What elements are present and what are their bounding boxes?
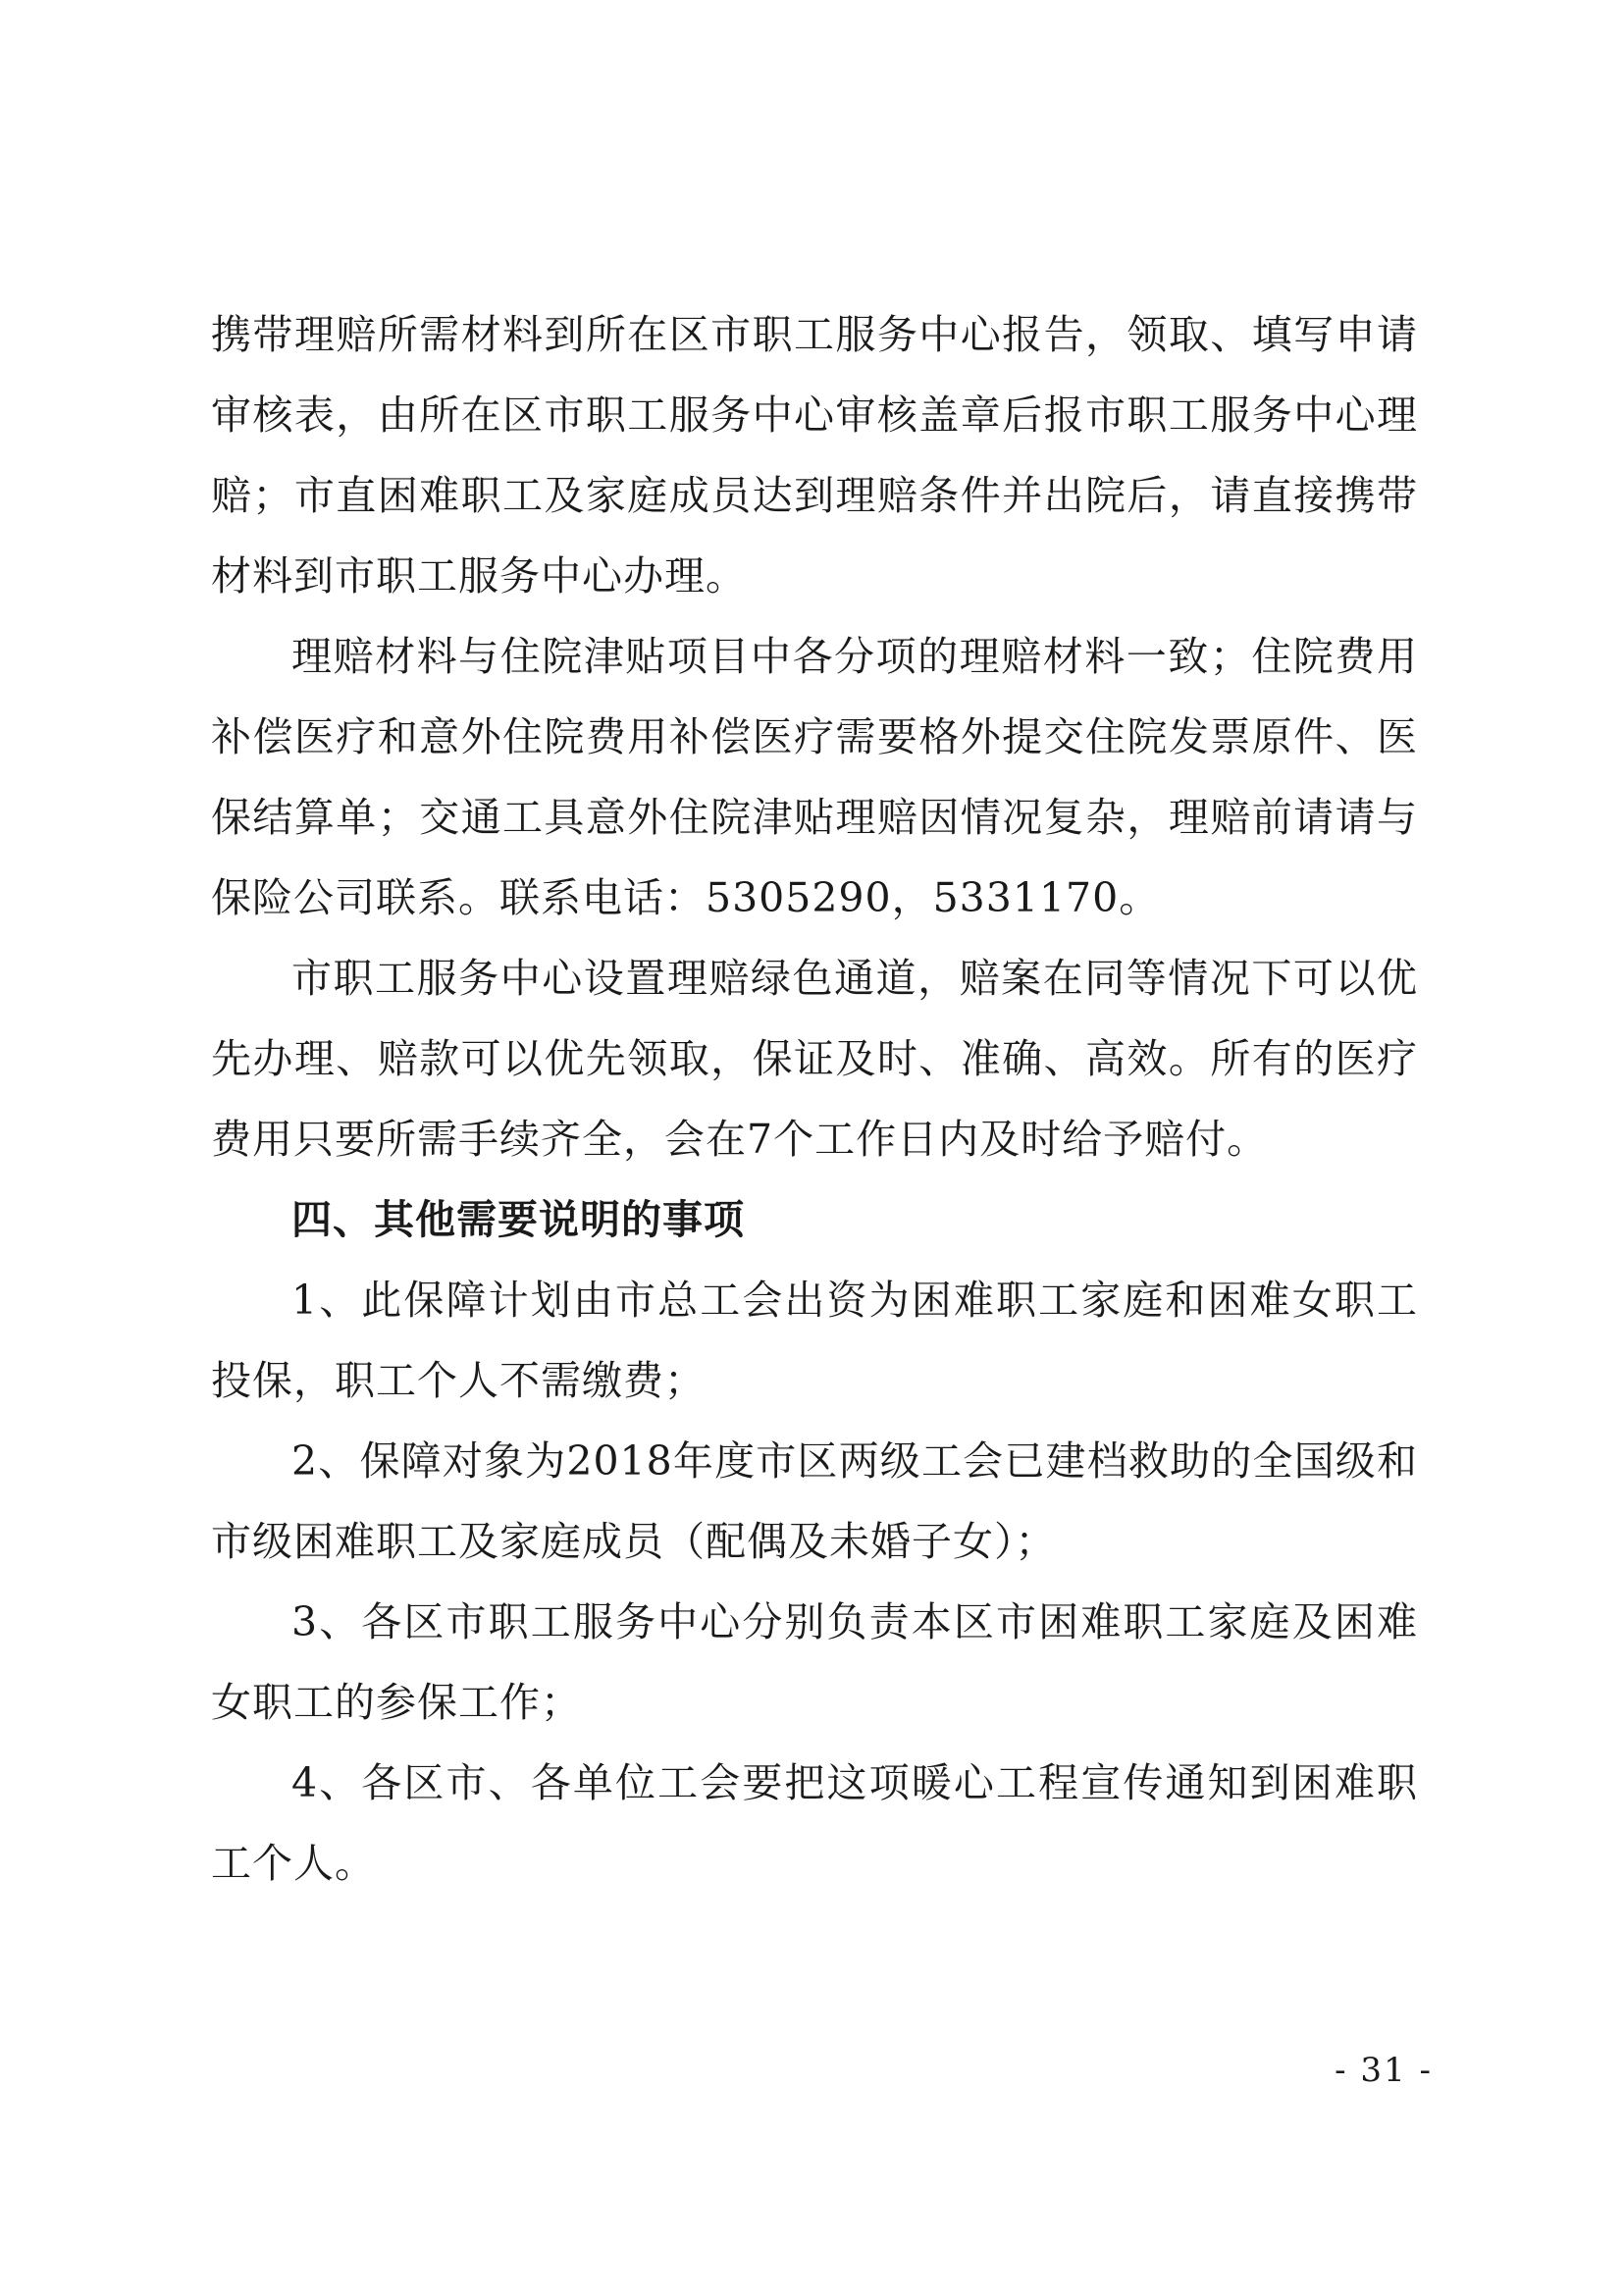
paragraph-green-channel: 市职工服务中心设置理赔绿色通道，赔案在同等情况下可以优先办理、赔款可以优先领取，保证及时、准确、高效。所有的医疗费用只要所需手续齐全，会在7个工作日内及时给予赔付。 xyxy=(211,955,1418,1163)
document-body xyxy=(211,294,1418,1904)
list-item-1: 1、此保障计划由市总工会出资为困难职工家庭和困难女职工投保，职工个人不需缴费； xyxy=(211,1277,1418,1404)
section-heading: 四、其他需要说明的事项 xyxy=(291,1196,745,1243)
list-item-2: 2、保障对象为2018年度市区两级工会已建档救助的全国级和市级困难职工及家庭成员（配偶及未婚子女）； xyxy=(211,1437,1418,1565)
list-item-4: 4、各区市、各单位工会要把这项暖心工程宣传通知到困难职工个人。 xyxy=(211,1759,1418,1887)
page-number: - 31 - xyxy=(1335,2051,1433,2090)
paragraph-claim-procedure: 携带理赔所需材料到所在区市职工服务中心报告，领取、填写申请审核表，由所在区市职工服务中心审核盖章后报市职工服务中心理赔；市直困难职工及家庭成员达到理赔条件并出院后，请直接携带材料到市职工服务中心办理。 xyxy=(211,311,1418,600)
list-item-3: 3、各区市职工服务中心分别负责本区市困难职工家庭及困难女职工的参保工作； xyxy=(211,1598,1418,1726)
paragraph-claim-materials: 理赔材料与住院津贴项目中各分项的理赔材料一致；住院费用补偿医疗和意外住院费用补偿医疗需要格外提交住院发票原件、医保结算单；交通工具意外住院津贴理赔因情况复杂，理赔前请请与保险公司联系。联系电话：5305290，5331170。 xyxy=(211,633,1418,921)
